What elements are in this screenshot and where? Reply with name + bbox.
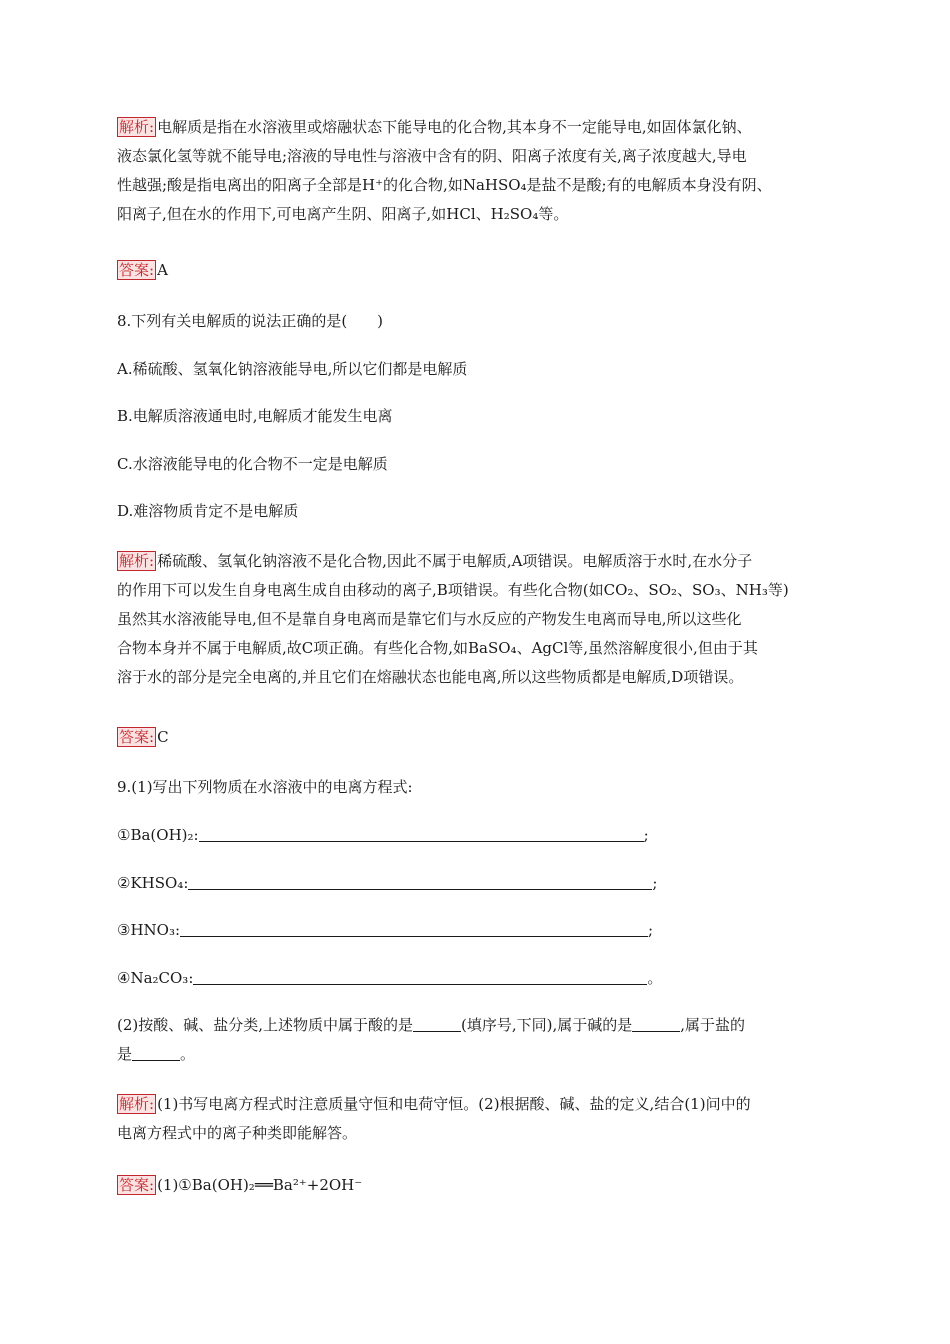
analysis-text: 液态氯化氢等就不能导电;溶液的导电性与溶液中含有的阴、阳离子浓度有关,离子浓度越大,导电 bbox=[117, 147, 747, 165]
item-label: ④Na₂CO₃: bbox=[117, 969, 194, 987]
salt-blank[interactable] bbox=[132, 1045, 180, 1061]
answer-blank[interactable] bbox=[193, 967, 647, 985]
analysis-text: 性越强;酸是指电离出的阳离子全部是H⁺的化合物,如NaHSO₄是盐不是酸;有的电解质本身没有阴、 bbox=[117, 176, 772, 194]
item-label: ②KHSO₄: bbox=[117, 874, 189, 892]
q7-answer bbox=[117, 259, 168, 281]
analysis-text: 溶于水的部分是完全电离的,并且它们在熔融状态也能电离,所以这些物质都是电解质,D项错误。 bbox=[117, 668, 744, 686]
q9-answer bbox=[117, 1174, 362, 1196]
q8-option-c: C.水溶液能导电的化合物不一定是电解质 bbox=[117, 455, 388, 473]
item-end: 。 bbox=[647, 969, 663, 987]
answer-text: (1)①Ba(OH)₂══Ba²⁺+2OH⁻ bbox=[157, 1176, 363, 1194]
q9-analysis bbox=[117, 1090, 833, 1148]
q9-item-1 bbox=[117, 824, 649, 846]
q9-part2 bbox=[117, 1011, 833, 1069]
answer-blank[interactable] bbox=[199, 824, 644, 842]
answer-blank[interactable] bbox=[180, 919, 648, 937]
answer-blank[interactable] bbox=[188, 872, 652, 890]
item-end: ; bbox=[652, 874, 658, 892]
part2-text: (2)按酸、碱、盐分类,上述物质中属于酸的是 bbox=[117, 1016, 414, 1034]
part2-text: (填序号,下同),属于碱的是 bbox=[461, 1016, 633, 1034]
q9-stem: 9.(1)写出下列物质在水溶液中的电离方程式: bbox=[117, 778, 413, 796]
analysis-text: 电解质是指在水溶液里或熔融状态下能导电的化合物,其本身不一定能导电,如固体氯化钠、 bbox=[157, 118, 752, 136]
q9-item-3 bbox=[117, 919, 653, 941]
acid-blank[interactable] bbox=[413, 1016, 461, 1032]
item-end: ; bbox=[643, 826, 649, 844]
part2-text: 是 bbox=[117, 1045, 133, 1063]
item-label: ①Ba(OH)₂: bbox=[117, 826, 199, 844]
item-label: ③HNO₃: bbox=[117, 921, 181, 939]
analysis-text: 的作用下可以发生自身电离生成自由移动的离子,B项错误。有些化合物(如CO₂、SO₂、SO₃、NH₃等) bbox=[117, 581, 789, 599]
analysis-text: 虽然其水溶液能导电,但不是靠自身电离而是靠它们与水反应的产物发生电离而导电,所以这些化 bbox=[117, 610, 742, 628]
q9-item-4 bbox=[117, 967, 662, 989]
part2-text: ,属于盐的 bbox=[680, 1016, 746, 1034]
answer-text: A bbox=[157, 261, 168, 279]
analysis-text: 合物本身并不属于电解质,故C项正确。有些化合物,如BaSO₄、AgCl等,虽然溶解度很小,但由于其 bbox=[117, 639, 758, 657]
answer-text: C bbox=[157, 728, 169, 746]
item-end: ; bbox=[648, 921, 654, 939]
analysis-text: (1)书写电离方程式时注意质量守恒和电荷守恒。(2)根据酸、碱、盐的定义,结合(1)问中的 bbox=[157, 1095, 751, 1113]
base-blank[interactable] bbox=[632, 1016, 680, 1032]
part2-text: 。 bbox=[180, 1045, 196, 1063]
q8-analysis bbox=[117, 547, 833, 692]
q7-analysis bbox=[117, 113, 833, 229]
analysis-text: 阳离子,但在水的作用下,可电离产生阴、阳离子,如HCl、H₂SO₄等。 bbox=[117, 205, 569, 223]
analysis-text: 电离方程式中的离子种类即能解答。 bbox=[117, 1124, 358, 1142]
answer-tag: 答案: bbox=[119, 728, 155, 746]
q8-option-d: D.难溶物质肯定不是电解质 bbox=[117, 502, 299, 520]
q8-option-b: B.电解质溶液通电时,电解质才能发生电离 bbox=[117, 407, 393, 425]
q8-stem: 8.下列有关电解质的说法正确的是( ) bbox=[117, 312, 384, 330]
q8-answer bbox=[117, 726, 169, 748]
answer-tag: 答案: bbox=[119, 261, 155, 279]
answer-tag: 答案: bbox=[119, 1176, 155, 1194]
q9-item-2 bbox=[117, 872, 657, 894]
analysis-tag: 解析: bbox=[119, 118, 155, 136]
analysis-tag: 解析: bbox=[119, 552, 155, 570]
analysis-tag: 解析: bbox=[119, 1095, 155, 1113]
analysis-text: 稀硫酸、氢氧化钠溶液不是化合物,因此不属于电解质,A项错误。电解质溶于水时,在水分子 bbox=[157, 552, 753, 570]
q8-option-a: A.稀硫酸、氢氧化钠溶液能导电,所以它们都是电解质 bbox=[117, 360, 468, 378]
